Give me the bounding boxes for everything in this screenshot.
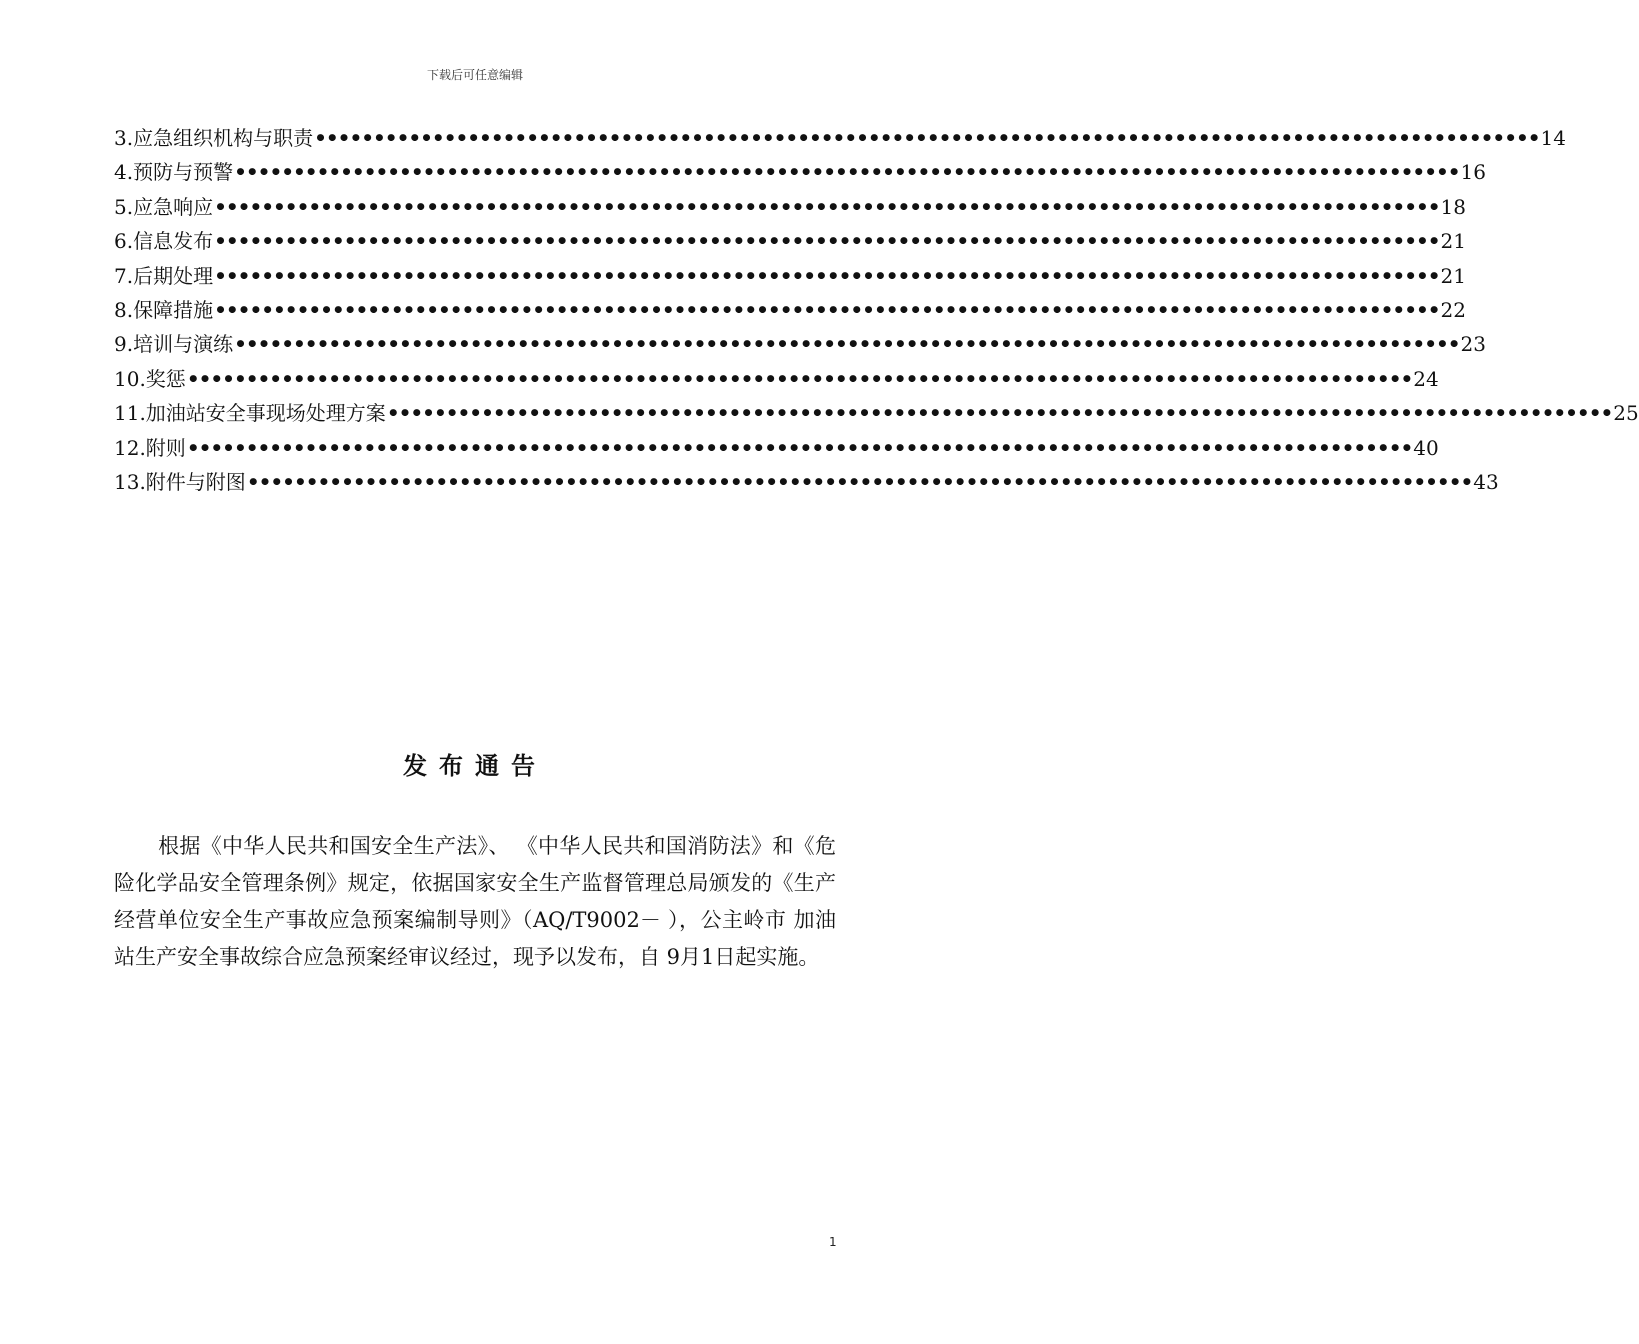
toc-entry[interactable]: [114, 224, 1466, 258]
toc-dot-leader: ••••••••••••••••••••••••••••••••••••••••••••••••••••••••••••••••••••••••••••••••••••••••••••••••••••••••: [186, 435, 1413, 460]
toc-entry-title: 6.信息发布: [114, 229, 214, 254]
toc-dot-leader: ••••••••••••••••••••••••••••••••••••••••••••••••••••••••••••••••••••••••••••••••••••••••••••••••••••••••: [234, 332, 1460, 357]
toc-dot-leader: ••••••••••••••••••••••••••••••••••••••••••••••••••••••••••••••••••••••••••••••••••••••••••••••••••••••••: [386, 401, 1613, 426]
toc-entry-title: 7.后期处理: [114, 263, 214, 288]
toc-entry-page: 43: [1473, 469, 1499, 494]
toc-dot-leader: ••••••••••••••••••••••••••••••••••••••••••••••••••••••••••••••••••••••••••••••••••••••••••••••••••••••••: [186, 366, 1413, 391]
toc-entry-page: 21: [1440, 229, 1466, 254]
toc-entry-page: 16: [1460, 160, 1486, 185]
toc-entry[interactable]: [114, 465, 1499, 499]
toc-dot-leader: ••••••••••••••••••••••••••••••••••••••••••••••••••••••••••••••••••••••••••••••••••••••••••••••••••••••••: [314, 126, 1540, 150]
toc-entry-page: 22: [1440, 297, 1466, 322]
toc-entry[interactable]: [114, 259, 1466, 293]
toc-entry[interactable]: [114, 121, 1566, 155]
toc-dot-leader: ••••••••••••••••••••••••••••••••••••••••••••••••••••••••••••••••••••••••••••••••••••••••••••••••••••••••: [214, 297, 1440, 322]
toc-entry[interactable]: [114, 396, 1639, 430]
toc-entry-title: 8.保障措施: [114, 297, 214, 322]
toc-entry-page: 18: [1440, 194, 1466, 219]
toc-entry-page: 24: [1413, 366, 1439, 391]
page-header-watermark: 下载后可任意编辑: [426, 68, 523, 82]
toc-dot-leader: ••••••••••••••••••••••••••••••••••••••••••••••••••••••••••••••••••••••••••••••••••••••••••••••••••••••••: [234, 160, 1460, 185]
notice-title: 发布通告: [403, 752, 547, 780]
toc-entry-title: 9.培训与演练: [114, 332, 234, 357]
notice-body-paragraph: 根据《中华人民共和国安全生产法》、 《中华人民共和国消防法》和《危险化学品安全管理条例》规定，依据国家安全生产监督管理总局颁发的《生产经营单位安全生产事故应急预案编制导则》（AQ/T9002－ ），公主岭市 加油站生产安全事故综合应急预案经审议经过，现予以发布，自 9月1日起实施。: [114, 834, 836, 969]
toc-dot-leader: ••••••••••••••••••••••••••••••••••••••••••••••••••••••••••••••••••••••••••••••••••••••••••••••••••••••••: [214, 263, 1440, 288]
toc-entry-page: 14: [1540, 126, 1566, 150]
toc-dot-leader: ••••••••••••••••••••••••••••••••••••••••••••••••••••••••••••••••••••••••••••••••••••••••••••••••••••••••: [214, 194, 1440, 219]
toc-entry[interactable]: [114, 190, 1466, 224]
toc-entry-page: 25: [1613, 401, 1639, 426]
toc-entry-page: 23: [1460, 332, 1486, 357]
table-of-contents: [114, 121, 1639, 499]
toc-entry-page: 40: [1413, 435, 1439, 460]
toc-dot-leader: ••••••••••••••••••••••••••••••••••••••••••••••••••••••••••••••••••••••••••••••••••••••••••••••••••••••••: [246, 469, 1473, 494]
toc-entry-title: 13.附件与附图: [114, 469, 246, 494]
page-number: 1: [829, 1235, 837, 1249]
toc-entry-title: 10.奖惩: [114, 366, 186, 391]
toc-dot-leader: ••••••••••••••••••••••••••••••••••••••••••••••••••••••••••••••••••••••••••••••••••••••••••••••••••••••••: [214, 229, 1440, 254]
toc-entry[interactable]: [114, 431, 1439, 465]
toc-entry[interactable]: [114, 327, 1486, 361]
toc-entry-title: 11.加油站安全事现场处理方案: [114, 401, 386, 426]
toc-entry[interactable]: [114, 362, 1439, 396]
toc-entry-title: 12.附则: [114, 435, 186, 460]
toc-entry[interactable]: [114, 293, 1466, 327]
toc-entry-title: 5.应急响应: [114, 194, 214, 219]
toc-entry-title: 3.应急组织机构与职责: [114, 126, 314, 150]
toc-entry-title: 4.预防与预警: [114, 160, 234, 185]
toc-entry[interactable]: [114, 155, 1486, 189]
toc-entry-page: 21: [1440, 263, 1466, 288]
